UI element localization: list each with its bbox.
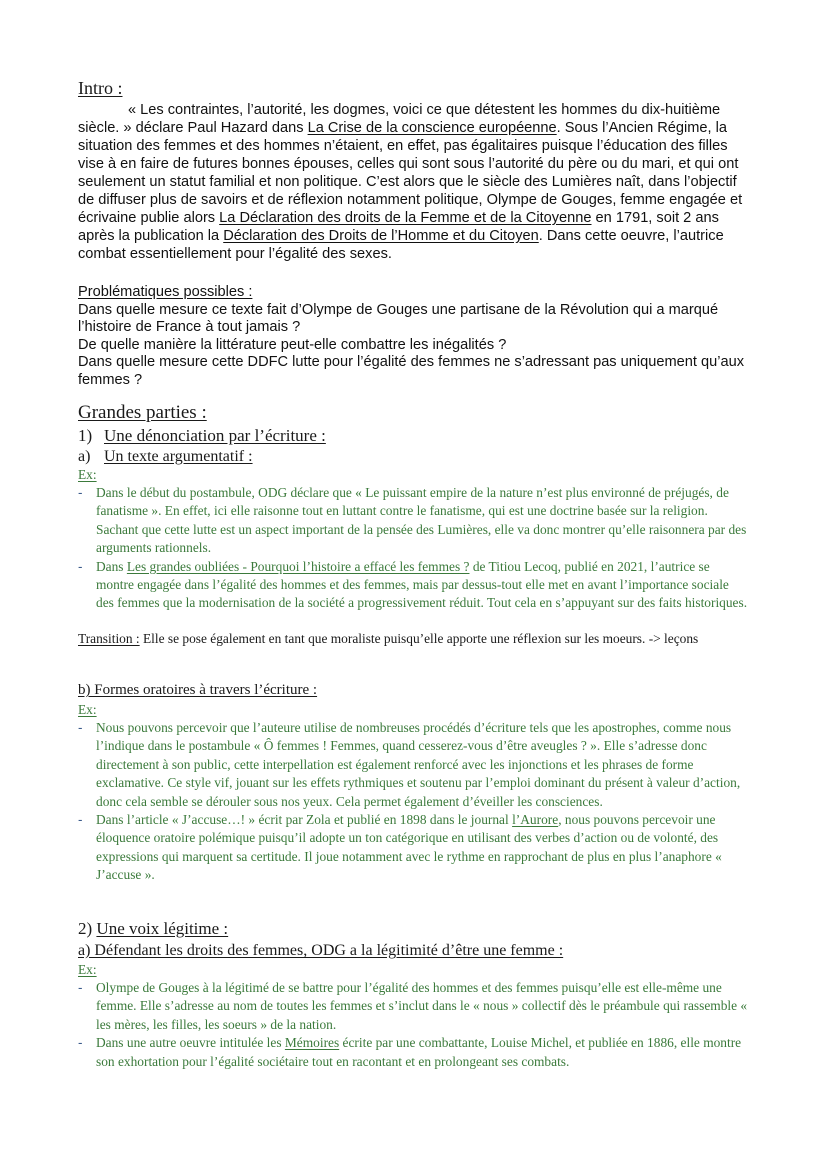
part1a-number: a) — [78, 448, 91, 465]
example-text-pre: Dans une autre oeuvre intitulée les — [96, 1035, 285, 1051]
intro-heading: Intro : — [78, 78, 123, 98]
example-label: Ex: — [78, 467, 97, 482]
part1a-heading — [78, 448, 253, 466]
part2-title: Une voix légitime : — [96, 919, 229, 938]
grandes-parties-heading: Grandes parties : — [78, 402, 207, 423]
dash-bullet-icon: - — [78, 720, 83, 735]
list-item — [78, 719, 750, 811]
example-text-post: écrite par une combattante, Louise Michel, et publiée en 1886, elle montre son exhortation pour l’égalité sociétaire tout en racontant et en prolongeant ses combats. — [96, 1035, 742, 1069]
book-title-grandes-oubliees: Les grandes oubliées - Pourquoi l’histoire a effacé les femmes ? — [126, 558, 470, 574]
example-text-pre: Dans l’article « J’accuse…! » écrit par Zola et publié en 1898 dans le journal — [96, 812, 513, 828]
intro-text-1: « Les contraintes, l’autorité, les dogmes, voici ce que détestent les hommes du dix-huitième siècle. » déclare Paul Hazard dans — [78, 102, 721, 136]
part2a-heading: a) Défendant les droits des femmes, ODG a la légitimité d’être une femme : — [78, 942, 564, 959]
book-title-crise: La Crise de la conscience européenne — [307, 120, 557, 136]
dash-bullet-icon: - — [78, 485, 83, 500]
intro-text-2: . Sous l’Ancien Régime, la situation des femmes et des hommes n’étaient, en effet, pas égalitaires puisque l’éducation des filles vise à en faire de futures bonnes épouses, celles qui sont sous l’autorité du père ou du mari, et qui ont seulement un statut familial et non politique. C’est alors que le siècle des Lumières naît, dans l’objectif de diffuser plus de savoirs et de réflexion notamment politique, Olympe de Gouges, femme engagée et écrivaine publie alors — [78, 120, 743, 226]
list-item — [78, 558, 750, 613]
dash-bullet-icon: - — [78, 1035, 83, 1051]
part2a-examples-list — [78, 979, 750, 1071]
example-text: Olympe de Gouges à la légitimé de se battre pour l’égalité des hommes et des femmes puisqu’elle est elle-même une femme. Elle s’adresse au nom de toutes les femmes et s’inclut dans le « nous » collectif dès le préambule qui rassemble « les mères, les filles, les soeurs » de la nation. — [96, 980, 748, 1032]
journal-title-aurore: l’Aurore — [512, 812, 559, 828]
part1-heading — [78, 426, 326, 446]
dash-bullet-icon: - — [78, 558, 83, 574]
example-text-post: de Titiou Lecoq, publié en 2021, l’autrice se montre engagée dans l’égalité des hommes et des femmes, mais par dessus-tout elle met en avant l’importance sociale des femmes que la modernisation de la société a progressivement réduit. Tout cela en s’appuyant sur des faits historiques. — [96, 558, 748, 611]
part1b-heading: b) Formes oratoires à travers l’écriture : — [78, 682, 318, 698]
transition — [78, 630, 758, 648]
part2-heading — [78, 919, 228, 939]
problematique-item: Dans quelle mesure cette DDFC lutte pour l’égalité des femmes ne s’adressant pas uniquement qu’aux femmes ? — [78, 354, 744, 388]
transition-text: Elle se pose également en tant que moraliste puisqu’elle apporte une réflexion sur les moeurs. -> leçons — [139, 631, 699, 646]
list-item — [78, 979, 750, 1034]
problematique-item: Dans quelle mesure ce texte fait d’Olympe de Gouges une partisane de la Révolution qui a marqué l’histoire de France à tout jamais ? — [78, 301, 719, 336]
example-text: Nous pouvons percevoir que l’auteure utilise de nombreuses procédés d’écriture tels que les apostrophes, comme nous l’indique dans le postambule « Ô femmes ! Femmes, quand cesserez-vous d’être aveugles ? ». Elle s’adresse donc directement à son public, cette interpellation est également renforcé avec les injonctions et les phrases de forme exclamative. Ce style vif, jouant sur les effets rythmiques et soutenu par l’emploi dominant du présent à valeur d’action, donc cela semble se dérouler sous nos yeux. Cela permet également d’éveiller les consciences. — [96, 720, 741, 809]
transition-label: Transition : — [78, 631, 140, 646]
intro-text-4: . Dans cette oeuvre, l’autrice combat essentiellement pour l’égalité des sexes. — [78, 228, 724, 262]
dash-bullet-icon: - — [78, 980, 83, 995]
part1a-examples-list — [78, 484, 750, 613]
list-item — [78, 1034, 750, 1071]
book-title-memoires: Mémoires — [284, 1035, 340, 1051]
intro-text-3: en 1791, soit 2 ans après la publication la — [78, 210, 719, 244]
example-text-post: , nous pouvons percevoir une éloquence oratoire polémique puisqu’il adopte un ton catégorique en utilisant des verbes d’action ou de volonté, des expressions qui marquent sa certitude. Il joue notamment avec le rythme en rapprochant de plus en plus l’anaphore « J’accuse ». — [96, 812, 722, 883]
part1b-examples-list — [78, 719, 750, 885]
part1-title: Une dénonciation par l’écriture : — [104, 426, 326, 445]
part1a-title: Un texte argumentatif : — [104, 448, 253, 465]
intro-paragraph — [78, 101, 750, 263]
book-title-ddhc: Déclaration des Droits de l’Homme et du Citoyen — [223, 228, 539, 244]
list-item — [78, 811, 750, 885]
dash-bullet-icon: - — [78, 812, 83, 828]
problematiques-heading: Problématiques possibles : — [78, 284, 253, 300]
list-item — [78, 484, 750, 558]
problematique-item: De quelle manière la littérature peut-elle combattre les inégalités ? — [78, 336, 507, 353]
part1-number: 1) — [78, 426, 93, 445]
example-text-pre: Dans — [96, 558, 127, 574]
problematiques-section — [78, 284, 750, 390]
part2-number: 2) — [78, 919, 93, 938]
book-title-ddfc: La Déclaration des droits de la Femme et de la Citoyenne — [219, 210, 592, 226]
example-label: Ex: — [78, 962, 97, 977]
example-text: Dans le début du postambule, ODG déclare que « Le puissant empire de la nature n’est plus environné de préjugés, de fanatisme ». En effet, ici elle raisonne tout en luttant contre le fanatisme, qui est une doctrine basée sur la religion. Sachant que cette lutte est un aspect important de la pensée des Lumières, elle va donc montrer qu’elle raisonnera par des arguments rationnels. — [96, 485, 747, 556]
example-label: Ex: — [78, 702, 97, 717]
